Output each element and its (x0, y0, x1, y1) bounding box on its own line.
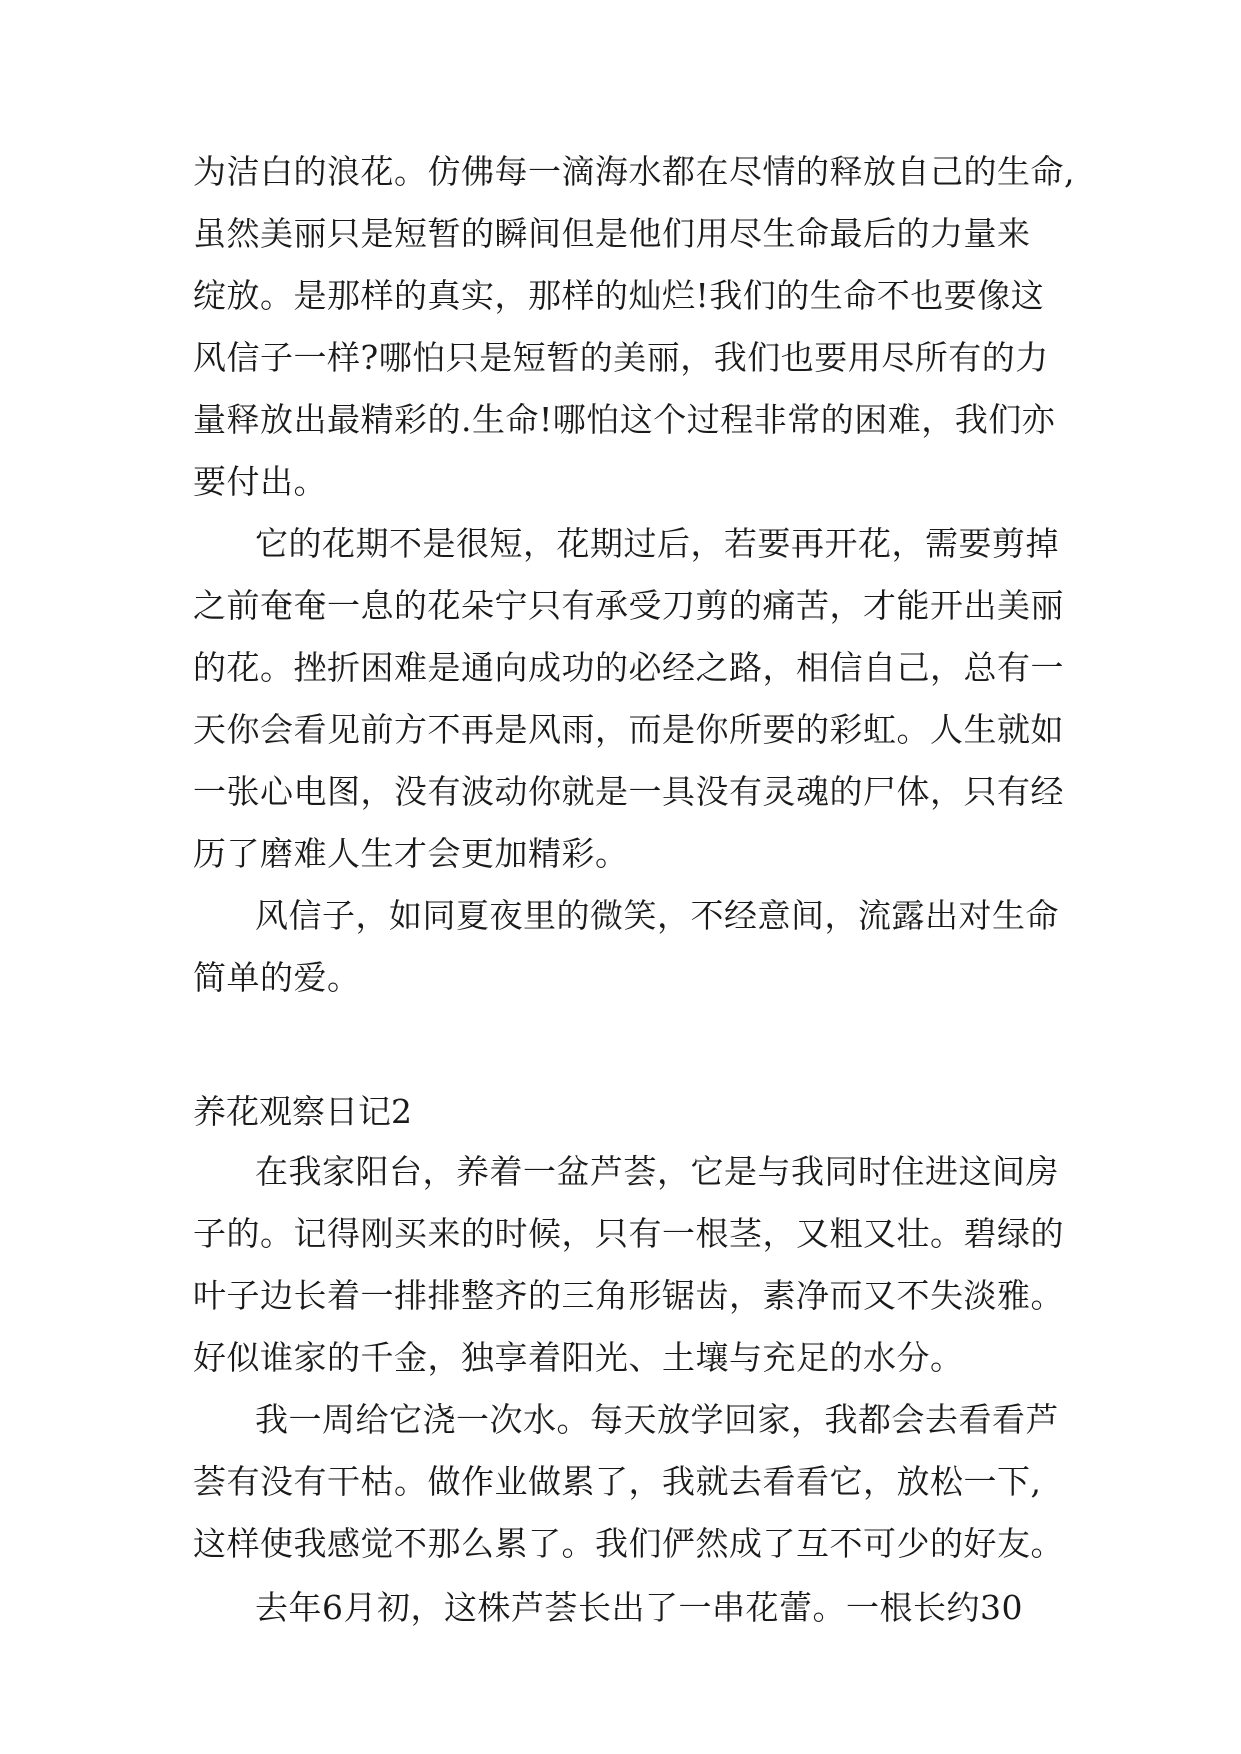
text-line: 要付出。 (193, 462, 327, 501)
text-line: 荟有没有干枯。做作业做累了，我就去看看它，放松一下, (193, 1462, 1042, 1501)
text-line: 为洁白的浪花。仿佛每一滴海水都在尽情的释放自己的生命, (193, 152, 1075, 191)
paragraph-first-line: 它的花期不是很短，花期过后，若要再开花，需要剪掉 (255, 524, 1059, 563)
text-line: 量释放出最精彩的.生命!哪怕这个过程非常的困难，我们亦 (193, 400, 1056, 439)
text-line: 虽然美丽只是短暂的瞬间但是他们用尽生命最后的力量来 (193, 214, 1031, 253)
paragraph-first-line: 风信子，如同夏夜里的微笑，不经意间，流露出对生命 (255, 896, 1059, 935)
paragraph-first-line: 在我家阳台，养着一盆芦荟，它是与我同时住进这间房 (255, 1152, 1059, 1191)
text-line: 之前奄奄一息的花朵宁只有承受刀剪的痛苦，才能开出美丽 (193, 586, 1064, 625)
text-line: 叶子边长着一排排整齐的三角形锯齿，素净而又不失淡雅。 (193, 1276, 1064, 1315)
text-line: 一张心电图，没有波动你就是一具没有灵魂的尸体，只有经 (193, 772, 1064, 811)
text-line: 这样使我感觉不那么累了。我们俨然成了互不可少的好友。 (193, 1524, 1064, 1563)
text-line: 的花。挫折困难是通向成功的必经之路，相信自己，总有一 (193, 648, 1064, 687)
text-line: 绽放。是那样的真实，那样的灿烂!我们的生命不也要像这 (193, 276, 1045, 315)
paragraph-first-line: 去年6月初，这株芦荟长出了一串花蕾。一根长约30 (255, 1588, 1023, 1627)
section-title: 养花观察日记2 (193, 1092, 412, 1131)
text-line: 好似谁家的千金，独享着阳光、土壤与充足的水分。 (193, 1338, 964, 1377)
text-line: 历了磨难人生才会更加精彩。 (193, 834, 629, 873)
text-line: 风信子一样?哪怕只是短暂的美丽，我们也要用尽所有的力 (193, 338, 1049, 377)
text-line: 简单的爱。 (193, 958, 361, 997)
text-line: 子的。记得刚买来的时候，只有一根茎，又粗又壮。碧绿的 (193, 1214, 1064, 1253)
text-line: 天你会看见前方不再是风雨，而是你所要的彩虹。人生就如 (193, 710, 1064, 749)
paragraph-first-line: 我一周给它浇一次水。每天放学回家，我都会去看看芦 (255, 1400, 1059, 1439)
